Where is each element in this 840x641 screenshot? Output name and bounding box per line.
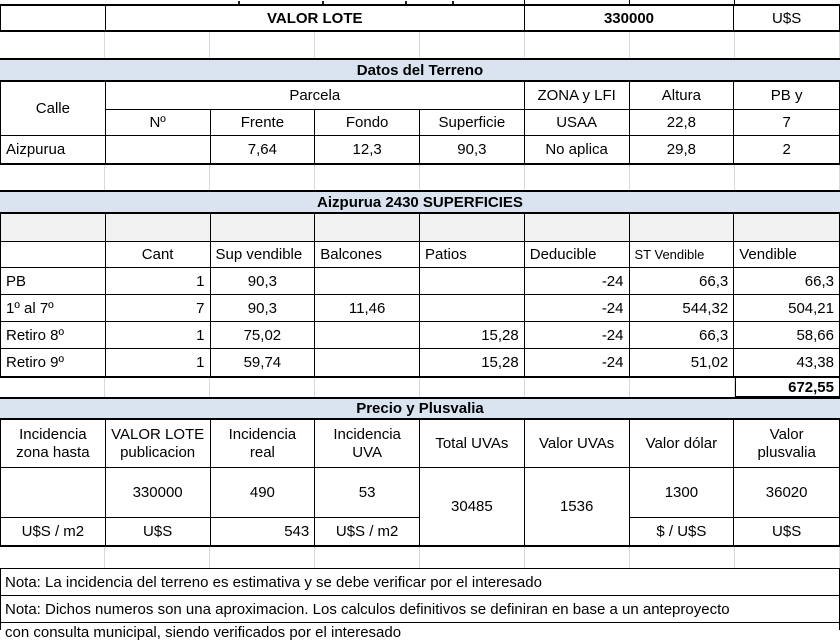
row-retiro9-patios[interactable]: 15,28 [420, 349, 525, 376]
valor-lote-row [0, 6, 840, 32]
header-line: VALOR LOTE [111, 425, 205, 443]
row-retiro8-cant[interactable]: 1 [106, 322, 211, 349]
terreno-altura2-value[interactable]: 29,8 [630, 136, 735, 163]
terreno-header-altura[interactable]: Altura [630, 82, 735, 110]
superficies-header-deducible[interactable]: Deducible [525, 242, 630, 268]
terreno-superficie-value[interactable]: 90,3 [420, 136, 525, 163]
precio-unit-incidencia-uva[interactable]: U$S / m2 [315, 518, 420, 545]
precio-unit-incidencia-zona[interactable]: U$S / m2 [1, 518, 106, 545]
precio-section-title: Precio y Plusvalia [0, 397, 840, 420]
terreno-zona-aplica-value[interactable]: No aplica [525, 136, 630, 163]
precio-unit-incidencia-real[interactable]: 543 [211, 518, 316, 545]
empty-sheet-row [0, 547, 840, 568]
terreno-header-zona-lfi[interactable]: ZONA y LFI [525, 82, 630, 110]
precio-header-incidencia-real[interactable] [211, 420, 316, 467]
terreno-header-parcela[interactable]: Parcela [106, 82, 525, 110]
empty-cell[interactable] [211, 214, 316, 242]
row-1al7-balcones[interactable]: 11,46 [315, 295, 420, 322]
terreno-fondo-value[interactable]: 12,3 [315, 136, 420, 163]
total-vendible-cell[interactable]: 672,55 [735, 378, 840, 397]
precio-value-incidencia-zona[interactable] [1, 468, 106, 518]
row-retiro8-label[interactable]: Retiro 8º [1, 322, 106, 349]
empty-cell [0, 378, 105, 397]
row-retiro8-sup[interactable]: 75,02 [211, 322, 316, 349]
empty-cell[interactable] [734, 214, 839, 242]
grid-border-stub [629, 0, 630, 4]
superficies-header-sup-vendible[interactable]: Sup vendible [211, 242, 316, 268]
terreno-altura-value[interactable]: 22,8 [630, 110, 735, 136]
precio-header-incidencia-uva[interactable] [315, 420, 420, 467]
precio-value-valor-lote[interactable]: 330000 [106, 468, 211, 518]
row-pb-sup[interactable]: 90,3 [211, 268, 316, 295]
superficies-header-st-vendible[interactable]: ST Vendible [630, 242, 735, 268]
row-pb-vendible[interactable]: 66,3 [734, 268, 839, 295]
row-1al7-label[interactable]: 1º al 7º [1, 295, 106, 322]
empty-sheet-row [0, 165, 840, 190]
text-fragment [322, 1, 324, 4]
terreno-header-numero[interactable]: Nº [106, 110, 211, 136]
row-retiro9-vendible[interactable]: 43,38 [796, 354, 834, 371]
row-pb-patios[interactable] [420, 268, 525, 295]
terreno-header-superficie[interactable]: Superficie [420, 110, 525, 136]
header-line: plusvalia [757, 443, 816, 461]
row-retiro9-sup[interactable]: 59,74 [211, 349, 316, 376]
superficies-section-title: Aizpurua 2430 SUPERFICIES [0, 190, 840, 214]
row-pb-st[interactable]: 66,3 [630, 268, 735, 295]
empty-cell [525, 378, 630, 397]
header-line: Incidencia [19, 425, 87, 443]
precio-header-valor-plusvalia[interactable] [734, 420, 839, 467]
precio-header-valor-uvas[interactable]: Valor UVAs [525, 420, 630, 467]
grid-border-stub [734, 0, 735, 4]
precio-value-valor-plusvalia[interactable]: 36020 [734, 468, 839, 518]
row-retiro9-st[interactable]: 51,02 [630, 349, 735, 376]
valor-lote-value-cell[interactable]: 330000 [525, 6, 735, 30]
terreno-calle-value[interactable]: Aizpurua [1, 136, 106, 163]
terreno-header-pb-y[interactable]: PB y [734, 82, 839, 110]
precio-unit-valor-dolar[interactable]: $ / U$S [630, 518, 735, 545]
row-1al7-cant[interactable]: 7 [106, 295, 211, 322]
precio-body [0, 468, 840, 547]
text-fragment [452, 1, 454, 4]
row-1al7-patios[interactable] [420, 295, 525, 322]
header-line: zona hasta [16, 443, 90, 461]
row-retiro9-cant[interactable]: 1 [106, 349, 211, 376]
superficies-table [0, 214, 840, 378]
empty-cell[interactable] [420, 214, 525, 242]
empty-sheet-row [0, 32, 840, 58]
row-1al7-vendible[interactable]: 504,21 [734, 295, 839, 322]
row-retiro8-vendible[interactable]: 58,66 [734, 322, 839, 349]
empty-cell [210, 378, 315, 397]
precio-header-row [0, 420, 840, 468]
row-retiro8-deducible[interactable]: -24 [525, 322, 630, 349]
superficies-header-vendible[interactable]: Vendible [734, 242, 839, 268]
empty-cell[interactable] [1, 214, 106, 242]
empty-cell[interactable] [106, 214, 211, 242]
precio-value-total-uvas[interactable]: 30485 [420, 468, 525, 545]
grid-border-stub [524, 0, 525, 4]
empty-cell[interactable] [630, 214, 735, 242]
precio-unit-valor-lote[interactable]: U$S [106, 518, 211, 545]
header-line: publicacion [120, 443, 196, 461]
empty-cell [105, 378, 210, 397]
terreno-pb-value[interactable]: 7 [734, 110, 839, 136]
text-fragment [238, 1, 240, 4]
note-2: Nota: Dichos numeros son una aproximacion. Los calculos definitivos se definiran en base a un anteproyecto [0, 595, 840, 622]
row-retiro8-balcones[interactable] [315, 322, 420, 349]
superficies-total-row [0, 378, 840, 397]
row-1al7-deducible[interactable]: -24 [525, 295, 630, 322]
precio-header-total-uvas[interactable]: Total UVAs [420, 420, 525, 467]
row-1al7-sup[interactable]: 90,3 [211, 295, 316, 322]
empty-cell[interactable] [1, 6, 106, 30]
valor-lote-currency-cell[interactable]: U$S [772, 9, 802, 27]
superficies-header-cant[interactable]: Cant [106, 242, 211, 268]
precio-unit-valor-plusvalia[interactable]: U$S [772, 523, 802, 540]
row-pb-balcones[interactable] [315, 268, 420, 295]
precio-value-incidencia-real[interactable]: 490 [211, 468, 316, 518]
superficies-header-patios[interactable]: Patios [420, 242, 525, 268]
header-line: Valor [769, 425, 804, 443]
header-line: Incidencia [333, 425, 401, 443]
row-1al7-st[interactable]: 544,32 [630, 295, 735, 322]
superficies-header-balcones[interactable]: Balcones [315, 242, 420, 268]
superficies-header-blank[interactable] [1, 242, 106, 268]
terreno-header-frente[interactable]: Frente [211, 110, 316, 136]
empty-cell [630, 378, 735, 397]
terreno-numero-value[interactable] [106, 136, 211, 163]
empty-cell [420, 378, 525, 397]
terreno-table [0, 82, 840, 165]
precio-value-valor-uvas[interactable]: 1536 [525, 468, 630, 545]
row-retiro8-patios[interactable]: 15,28 [420, 322, 525, 349]
terreno-zona-value[interactable]: USAA [525, 110, 630, 136]
precio-value-valor-dolar[interactable]: 1300 [630, 468, 735, 518]
header-line: Incidencia [228, 425, 297, 443]
row-retiro8-st[interactable]: 66,3 [630, 322, 735, 349]
note-3-clipped: con consulta municipal, siendo verificados por el interesado [0, 622, 840, 630]
precio-value-incidencia-uva[interactable]: 53 [315, 468, 420, 518]
row-pb-cant[interactable]: 1 [106, 268, 211, 295]
row-pb-label[interactable]: PB [1, 268, 106, 295]
precio-header-incidencia-zona[interactable] [1, 420, 106, 467]
terreno-header-calle[interactable]: Calle [1, 82, 106, 136]
precio-header-valor-lote-publicacion[interactable] [106, 420, 211, 467]
precio-header-valor-dolar[interactable]: Valor dólar [630, 420, 735, 467]
terreno-pb2-value[interactable]: 2 [782, 141, 791, 158]
clipped-top-row [0, 0, 840, 6]
terreno-frente-value[interactable]: 7,64 [211, 136, 316, 163]
text-fragment [405, 1, 407, 4]
row-pb-deducible[interactable]: -24 [525, 268, 630, 295]
row-retiro9-deducible[interactable]: -24 [525, 349, 630, 376]
row-retiro9-label[interactable]: Retiro 9º [1, 349, 106, 376]
empty-cell [315, 378, 420, 397]
note-1: Nota: La incidencia del terreno es estimativa y se debe verificar por el interesado [0, 568, 840, 595]
terreno-section-title: Datos del Terreno [0, 58, 840, 82]
header-line: real [249, 443, 275, 461]
empty-cell[interactable] [315, 214, 420, 242]
terreno-header-fondo[interactable]: Fondo [315, 110, 420, 136]
row-retiro9-balcones[interactable] [315, 349, 420, 376]
valor-lote-label-cell[interactable]: VALOR LOTE [106, 6, 525, 30]
header-line: UVA [352, 443, 382, 461]
empty-cell[interactable] [525, 214, 630, 242]
